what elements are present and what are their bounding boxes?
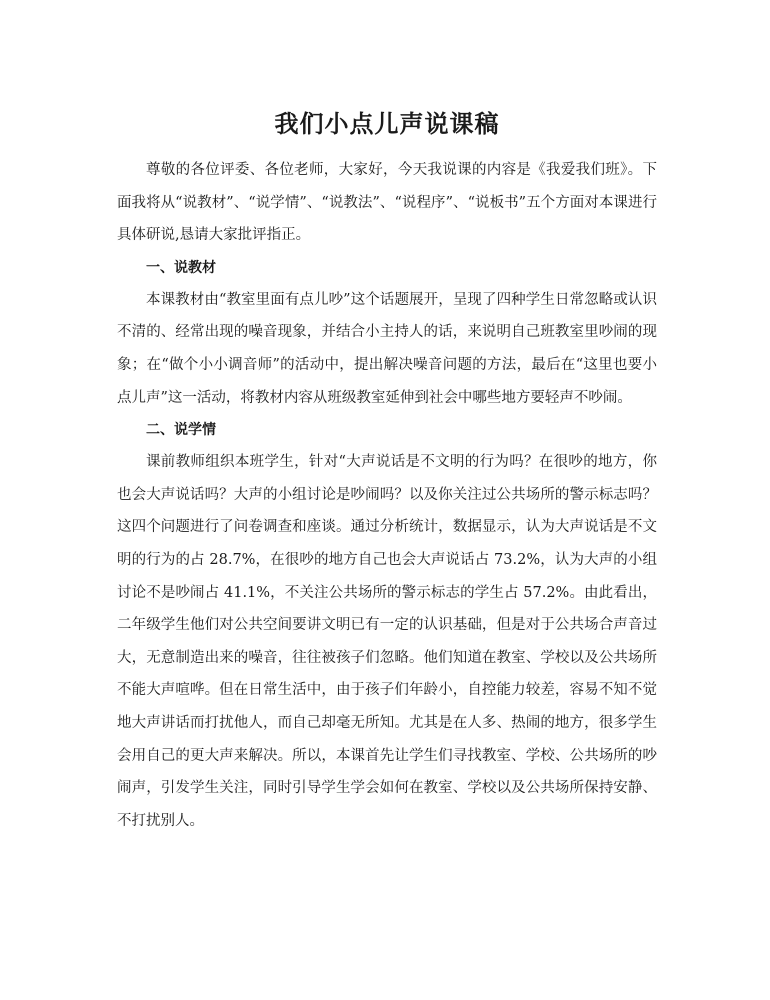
intro-paragraph: 尊敬的各位评委、各位老师，大家好，今天我说课的内容是《我爱我们班》。下面我将从“说教材”、“说学情”、“说教法”、“说程序”、“说板书”五个方面对本课进行具体研说,恳请大家批评指正。	[117, 162, 657, 244]
section-teaching-material	[117, 252, 657, 414]
section-heading: 一、说教材	[146, 259, 216, 276]
section-heading: 二、说学情	[146, 422, 216, 439]
section-student-analysis	[117, 414, 657, 837]
section-body: 本课教材由“教室里面有点儿吵”这个话题展开，呈现了四种学生日常忽略或认识不清的、经常出现的噪音现象，并结合小主持人的话，来说明自己班教室里吵闹的现象；在“做个小小调音师”的活动中，提出解决噪音问题的方法，最后在“这里也要小点儿声”这一活动，将教材内容从班级教室延伸到社会中哪些地方要轻声不吵闹。	[117, 291, 657, 406]
document-content	[117, 106, 657, 837]
section-body: 课前教师组织本班学生，针对“大声说话是不文明的行为吗？在很吵的地方，你也会大声说话吗？大声的小组讨论是吵闹吗？以及你关注过公共场所的警示标志吗？这四个问题进行了问卷调查和座谈。通过分析统计，数据显示，认为大声说话是不文明的行为的占 28.7%，在很吵的地方自己也会大声说话占 73.2%，认为大声的小组讨论不是吵闹占 41.1%，不关注公共场所的警示标志的学生占 57.2%。由此看出，二年级学生他们对公共空间要讲文明已有一定的认识基础，但是对于公共场合声音过大，无意制造出来的噪音，往往被孩子们忽略。他们知道在教室、学校以及公共场所不能大声喧哗。但在日常生活中，由于孩子们年龄小，自控能力较差，容易不知不觉地大声讲话而打扰他人，而自己却毫无所知。尤其是在人多、热闹的地方，很多学生会用自己的更大声来解决。所以，本课首先让学生们寻找教室、学校、公共场所的吵闹声，引发学生关注，同时引导学生学会如何在教室、学校以及公共场所保持安静、不打扰别人。	[117, 454, 657, 829]
document-title: 我们小点儿声说课稿	[274, 109, 500, 138]
